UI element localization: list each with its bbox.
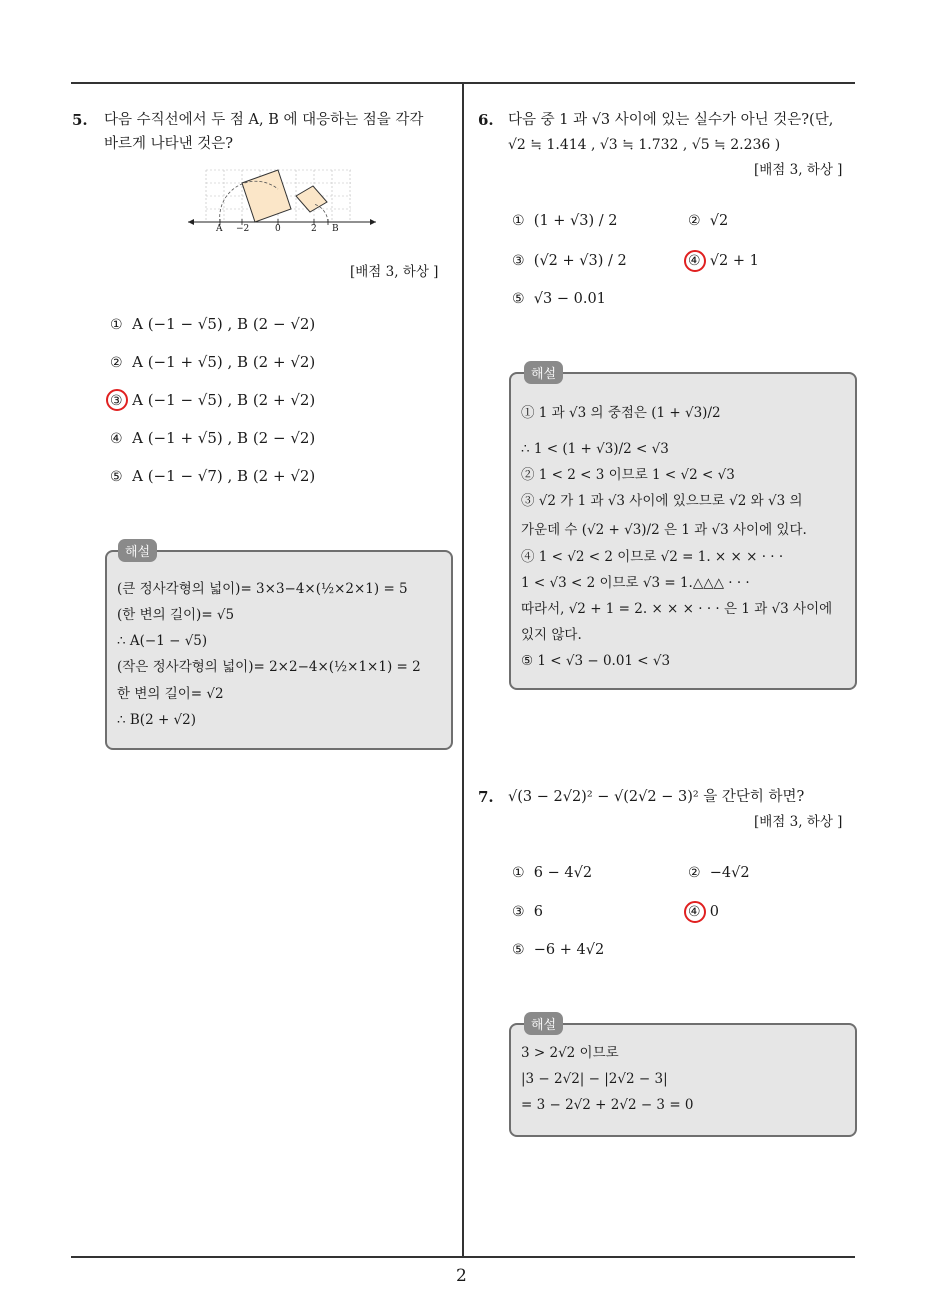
- q7-solution-line-1: 3 > 2√2 이므로: [521, 1045, 619, 1061]
- q5-option-1[interactable]: [110, 315, 315, 335]
- q7-solution-line-2: |3 − 2√2| − |2√2 − 3|: [521, 1071, 668, 1087]
- answer-circle-mark: [684, 250, 706, 272]
- option-text: 0: [709, 904, 720, 920]
- q7-solution-tag: 해설: [524, 1012, 563, 1035]
- option-mark: ②: [110, 355, 123, 371]
- q6-solution-line-4: ③ √2 가 1 과 √3 사이에 있으므로 √2 와 √3 의: [521, 493, 803, 509]
- q6-solution-line-8: 따라서, √2 + 1 = 2. × × × · · · 은 1 과 √3 사이에: [521, 601, 833, 617]
- q5-solution-line-1: (큰 정사각형의 넓이)= 3×3−4×(½×2×1) = 5: [117, 581, 408, 597]
- option-text: A (−1 + √5) , B (2 − √2): [132, 429, 316, 447]
- q7-option-5[interactable]: [512, 941, 604, 960]
- q5-solution-tag: 해설: [118, 539, 157, 562]
- q6-solution-line-9: 있지 않다.: [521, 627, 582, 643]
- option-mark: ③: [512, 904, 525, 920]
- question-7-text: √(3 − 2√2)² − √(2√2 − 3)² 을 간단히 하면?: [508, 789, 805, 805]
- option-text: √2: [709, 213, 729, 229]
- question-7-score: [배점 3, 하상 ]: [754, 814, 843, 830]
- option-mark: ④: [688, 904, 701, 920]
- question-6-number: 6.: [478, 111, 494, 129]
- answer-circle-mark: [684, 901, 706, 923]
- q6-solution-line-5: 가운데 수 (√2 + √3)/2 은 1 과 √3 사이에 있다.: [521, 522, 807, 538]
- q6-solution-line-10: ⑤ 1 < √3 − 0.01 < √3: [521, 653, 671, 669]
- q6-option-2[interactable]: [688, 212, 728, 231]
- option-text: −6 + 4√2: [533, 942, 605, 958]
- q6-option-1[interactable]: [512, 212, 617, 231]
- q6-solution-line-3: ② 1 < 2 < 3 이므로 1 < √2 < √3: [521, 467, 735, 483]
- q6-solution-tag: 해설: [524, 361, 563, 384]
- option-text: √3 − 0.01: [533, 291, 606, 307]
- option-text: −4√2: [709, 865, 750, 881]
- question-6-text: 다음 중 1 과 √3 사이에 있는 실수가 아닌 것은?(단,: [508, 112, 834, 128]
- question-5-score: [배점 3, 하상 ]: [350, 264, 439, 280]
- q5-solution-line-3: ∴ A(−1 − √5): [117, 633, 208, 649]
- option-mark: ②: [688, 865, 701, 881]
- question-5-text: 다음 수직선에서 두 점 A, B 에 대응하는 점을 각각: [104, 112, 424, 128]
- q6-solution-line-6: ④ 1 < √2 < 2 이므로 √2 = 1. × × × · · ·: [521, 549, 784, 565]
- option-text: 6: [533, 904, 544, 920]
- option-text: A (−1 − √7) , B (2 + √2): [132, 467, 316, 485]
- option-text: A (−1 − √5) , B (2 − √2): [132, 315, 316, 333]
- option-mark: ①: [110, 317, 123, 333]
- number-line-figure: [186, 164, 378, 236]
- column-divider: [462, 82, 464, 1257]
- question-6-score: [배점 3, 하상 ]: [754, 162, 843, 178]
- option-mark: ②: [688, 213, 701, 229]
- option-mark: ⑤: [110, 469, 123, 485]
- q7-option-1[interactable]: [512, 864, 592, 883]
- q7-solution-line-3: = 3 − 2√2 + 2√2 − 3 = 0: [521, 1097, 694, 1113]
- question-5-text-line2: 바르게 나타낸 것은?: [104, 136, 234, 152]
- question-6-text-line2: √2 ≒ 1.414 , √3 ≒ 1.732 , √5 ≒ 2.236 ): [508, 137, 781, 153]
- q5-option-2[interactable]: [110, 353, 315, 373]
- answer-circle-mark: [106, 389, 128, 411]
- option-text: A (−1 − √5) , B (2 + √2): [132, 391, 316, 409]
- question-7-number: 7.: [478, 788, 494, 806]
- q6-option-3[interactable]: [512, 252, 627, 271]
- option-mark: ①: [512, 213, 525, 229]
- figure-label-0: 0: [275, 224, 281, 234]
- q7-option-3[interactable]: [512, 903, 543, 922]
- q6-solution-line-2: ∴ 1 < (1 + √3)/2 < √3: [521, 441, 669, 457]
- option-text: √2 + 1: [709, 253, 759, 269]
- question-5-number: 5.: [72, 111, 88, 129]
- option-text: (1 + √3) / 2: [533, 213, 618, 229]
- option-mark: ④: [110, 431, 123, 447]
- option-mark: ③: [512, 253, 525, 269]
- q5-solution-line-4: (작은 정사각형의 넓이)= 2×2−4×(½×1×1) = 2: [117, 659, 421, 675]
- q6-solution-line-7: 1 < √3 < 2 이므로 √3 = 1.△△△ · · ·: [521, 575, 750, 591]
- option-mark: ④: [688, 253, 701, 269]
- q5-option-3[interactable]: [110, 391, 315, 411]
- q5-option-5[interactable]: [110, 467, 315, 487]
- q5-option-4[interactable]: [110, 429, 315, 449]
- option-text: (√2 + √3) / 2: [533, 253, 627, 269]
- q6-option-5[interactable]: [512, 290, 606, 309]
- option-mark: ①: [512, 865, 525, 881]
- figure-label-b: B: [332, 224, 339, 234]
- q5-solution-line-6: ∴ B(2 + √2): [117, 712, 197, 728]
- q7-option-2[interactable]: [688, 864, 750, 883]
- option-mark: ⑤: [512, 942, 525, 958]
- option-text: A (−1 + √5) , B (2 + √2): [132, 353, 316, 371]
- figure-label-a: A: [216, 224, 223, 234]
- q5-solution-line-5: 한 변의 길이= √2: [117, 686, 224, 702]
- figure-label-2: 2: [311, 224, 317, 234]
- option-mark: ③: [110, 393, 123, 409]
- q5-solution-line-2: (한 변의 길이)= √5: [117, 607, 235, 623]
- bottom-rule: [71, 1256, 855, 1258]
- q6-solution-line-1: ① 1 과 √3 의 중점은 (1 + √3)/2: [521, 405, 721, 421]
- option-text: 6 − 4√2: [533, 865, 593, 881]
- option-mark: ⑤: [512, 291, 525, 307]
- page-number: 2: [456, 1266, 467, 1286]
- figure-label-minus2: −2: [236, 224, 250, 234]
